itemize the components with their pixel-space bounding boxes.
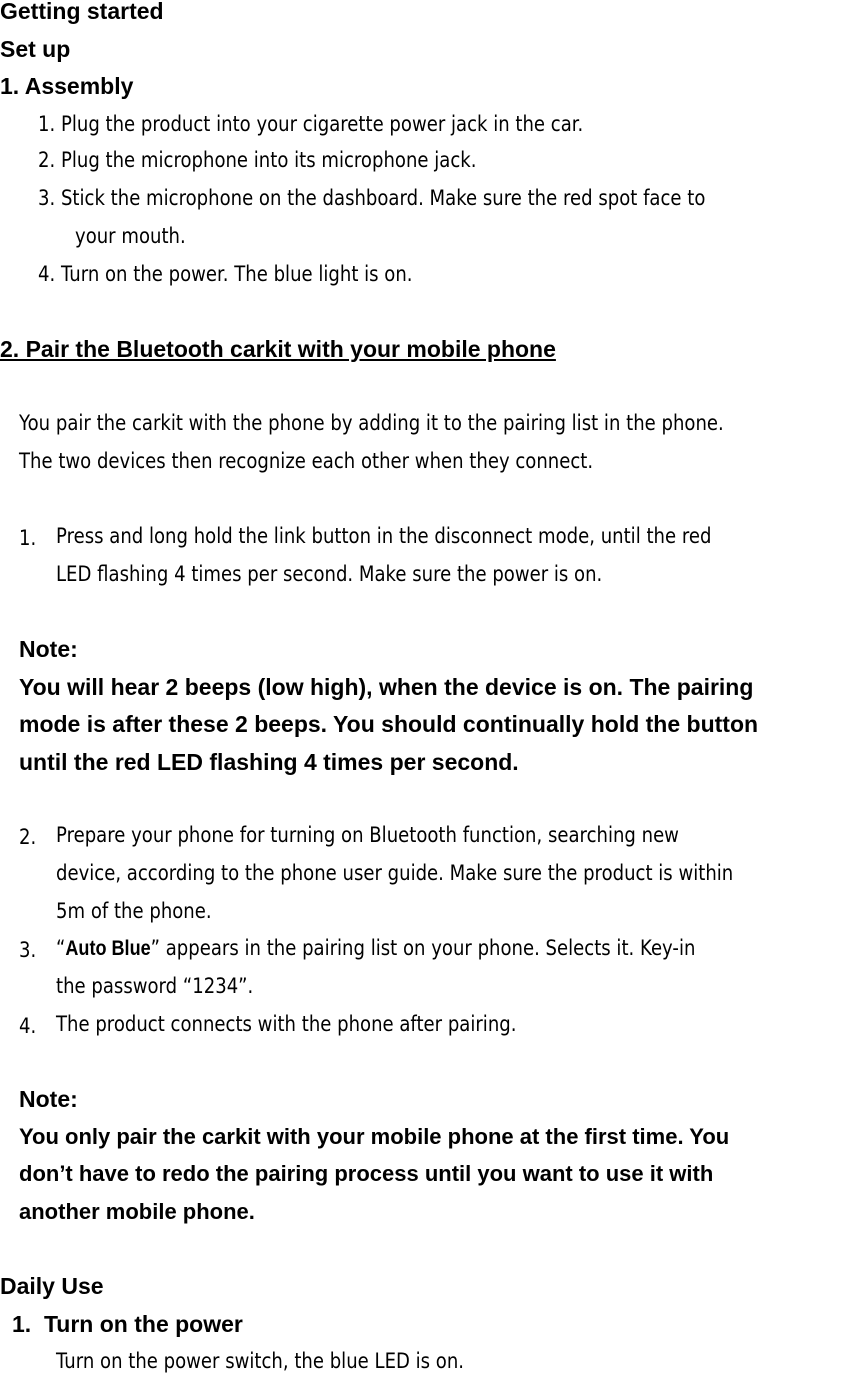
pair-step-4-text: The product connects with the phone after pairing. <box>56 1012 517 1036</box>
section-title-getting-started: Getting started <box>0 0 164 24</box>
note-1-line-2: mode is after these 2 beeps. You should continually hold the button <box>19 711 759 737</box>
section-title-set-up: Set up <box>0 36 71 62</box>
pair-step-3-line-2: the password “1234”. <box>56 974 254 998</box>
assembly-step-2: 2. Plug the microphone into its microphone jack. <box>38 148 477 172</box>
pair-heading: 2. Pair the Bluetooth carkit with your mobile phone <box>0 336 556 362</box>
note-2-label: Note: <box>19 1086 78 1112</box>
pair-step-3-rest: ” appears in the pairing list on your phone. Selects it. Key-in <box>150 936 696 960</box>
assembly-step-3: 3. Stick the microphone on the dashboard. Make sure the red spot face to <box>38 186 706 210</box>
note-2-line-3: another mobile phone. <box>19 1199 255 1224</box>
pair-step-1-line-2: LED flashing 4 times per second. Make sure the power is on. <box>56 562 603 586</box>
pair-step-2-line-3: 5m of the phone. <box>56 899 212 923</box>
pair-step-3-number: 3. <box>19 938 37 962</box>
pair-intro-line-2: The two devices then recognize each other when they connect. <box>19 449 594 473</box>
daily-use-item-1-text: Turn on the power switch, the blue LED is on. <box>56 1349 465 1373</box>
daily-use-item-1-heading: 1. Turn on the power <box>12 1311 243 1337</box>
pair-intro-line-1: You pair the carkit with the phone by adding it to the pairing list in the phone. <box>19 411 724 435</box>
pair-step-2-line-1: Prepare your phone for turning on Bluetooth function, searching new <box>56 823 679 847</box>
assembly-step-1: 1. Plug the product into your cigarette power jack in the car. <box>38 112 584 136</box>
assembly-step-4: 4. Turn on the power. The blue light is on. <box>38 262 413 286</box>
daily-use-heading: Daily Use <box>0 1273 104 1299</box>
pair-step-4-number: 4. <box>19 1014 37 1038</box>
assembly-heading: 1. Assembly <box>0 73 134 99</box>
note-1-label: Note: <box>19 636 78 662</box>
note-2-line-1: You only pair the carkit with your mobile phone at the first time. You <box>19 1124 730 1149</box>
note-1-line-3: until the red LED flashing 4 times per second. <box>19 749 519 775</box>
pair-step-2-line-2: device, according to the phone user guide. Make sure the product is within <box>56 861 734 885</box>
pair-step-1-line-1: Press and long hold the link button in the disconnect mode, until the red <box>56 524 712 548</box>
pair-step-3-line-1 <box>56 938 695 959</box>
device-name: Auto Blue <box>65 937 151 960</box>
pair-step-2-number: 2. <box>19 825 37 849</box>
pair-step-1-number: 1. <box>19 526 37 550</box>
note-2-line-2: don’t have to redo the pairing process until you want to use it with <box>19 1161 714 1186</box>
note-1-line-1: You will hear 2 beeps (low high), when the device is on. The pairing <box>19 674 754 700</box>
assembly-step-3-continued: your mouth. <box>75 224 186 248</box>
open-quote: “ <box>56 936 66 960</box>
